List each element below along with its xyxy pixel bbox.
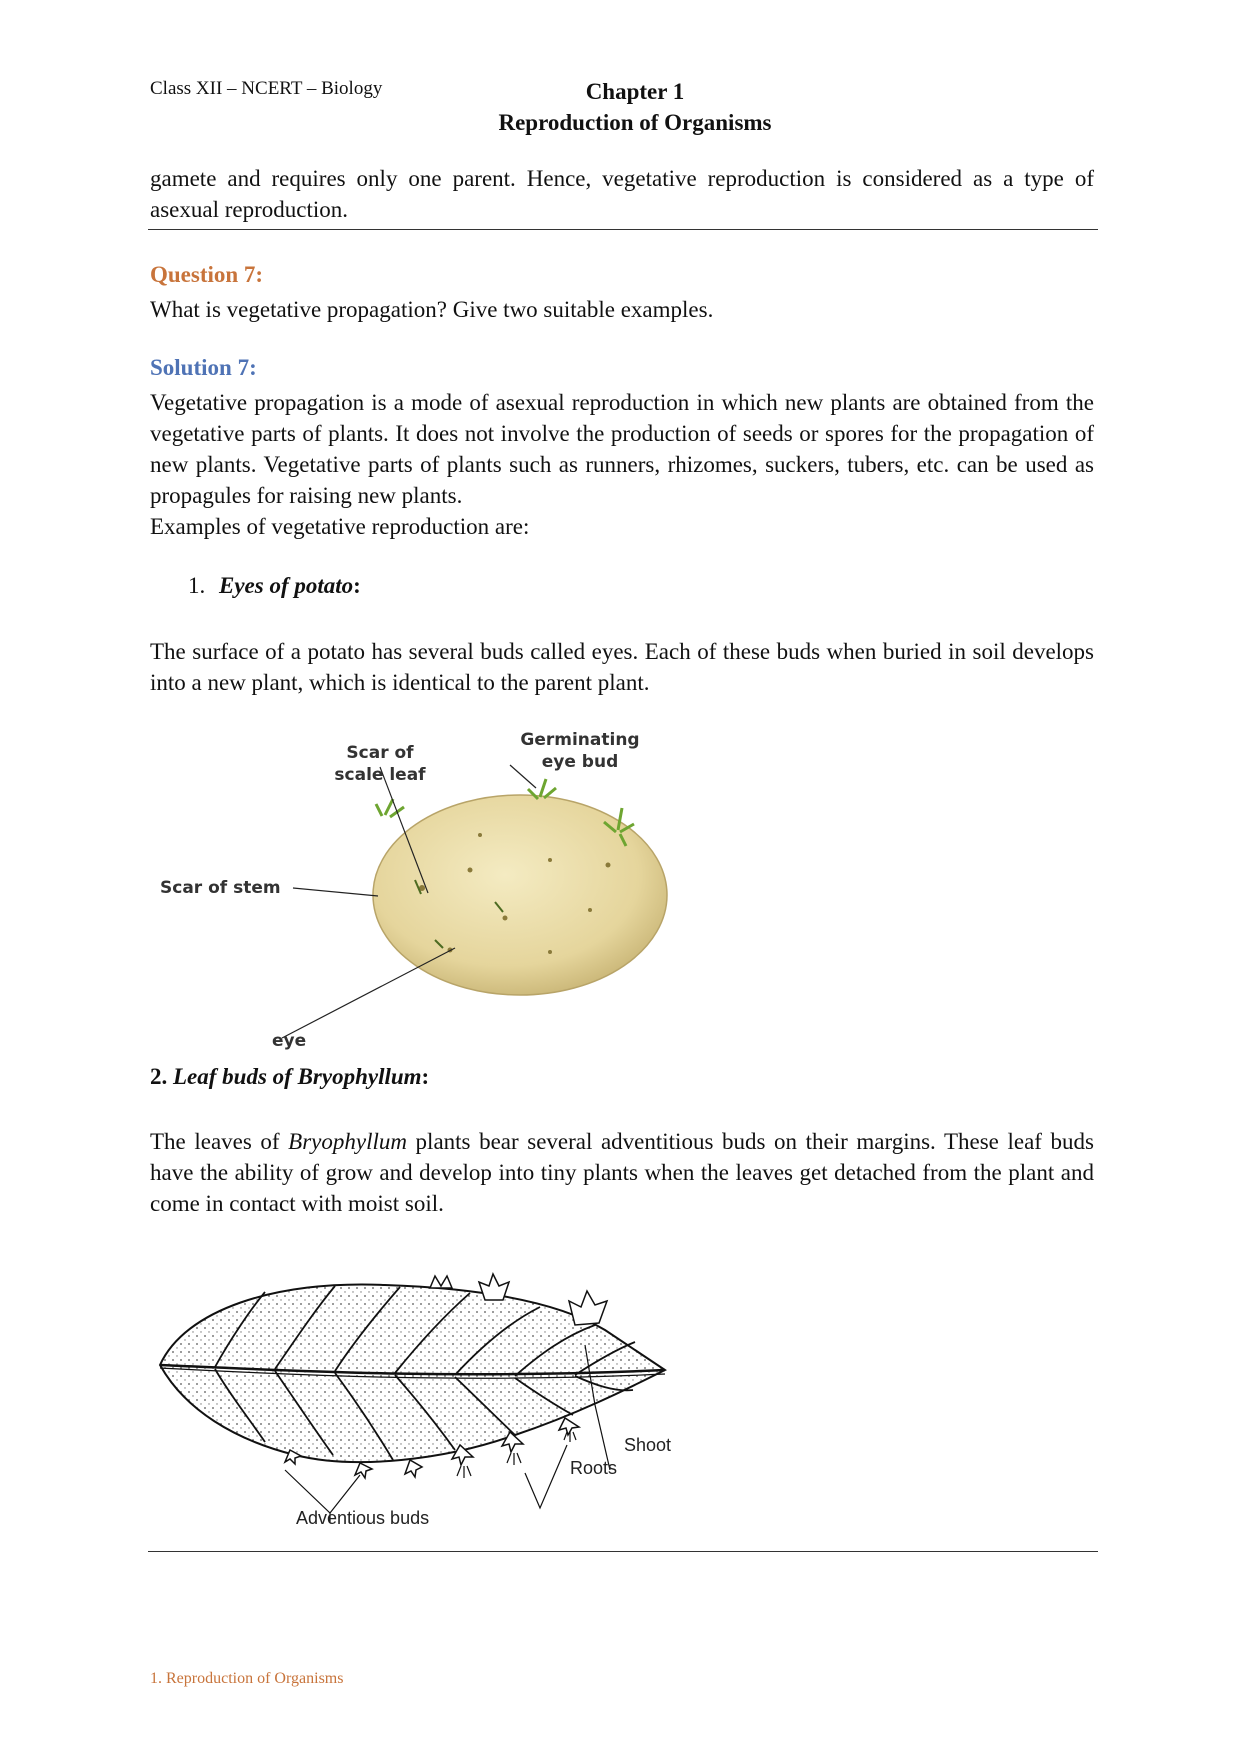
label-scar-scale-leaf-line1: Scar of	[346, 743, 414, 763]
solution-text: Vegetative propagation is a mode of asexual reproduction in which new plants are obtained from the vegetative parts of plants. It does not involve the production of seeds or spores for the propagation of new plants. Vegetative parts of plants such as runners, rhizomes, suckers, tubers, etc. can be used as propagules for raising new plants.	[150, 390, 1094, 508]
label-germinating-eye-bud	[515, 729, 645, 773]
header-chapter-block	[380, 76, 890, 138]
footer-chapter: 1. Reproduction of Organisms	[150, 1670, 344, 1687]
example-2-text-before: The leaves of	[150, 1129, 289, 1154]
label-shoot: Shoot	[624, 1435, 672, 1455]
example-2-text-after: plants bear several adventitious buds on their margins. These leaf buds have the ability of grow and develop into tiny plants when the leaves get detached from the plant and come in contact with moist soil.	[150, 1129, 1094, 1216]
potato-tuber	[373, 795, 667, 995]
example-2-text	[150, 1126, 1094, 1219]
label-scar-scale-leaf	[330, 742, 430, 786]
example-2-title: Leaf buds of Bryophyllum	[173, 1064, 422, 1089]
example-1-number: 1.	[188, 573, 206, 598]
label-germinating-line2: eye bud	[541, 752, 619, 772]
example-2-heading	[150, 1064, 429, 1090]
label-germinating-line1: Germinating	[520, 730, 640, 750]
example-2-colon: :	[421, 1064, 430, 1089]
example-2-text-italic: Bryophyllum	[288, 1129, 407, 1154]
divider-bottom	[148, 1551, 1098, 1552]
label-adventious-buds: Adventious buds	[296, 1508, 430, 1528]
example-1-title: Eyes of potato	[219, 573, 354, 598]
header-course: Class XII – NCERT – Biology	[150, 78, 383, 99]
divider-top	[148, 229, 1098, 230]
intro-paragraph: gamete and requires only one parent. Hence, vegetative reproduction is considered as a type of asexual reproduction.	[150, 166, 1094, 222]
question-label: Question 7:	[150, 262, 264, 287]
question-text: What is vegetative propagation? Give two suitable examples.	[150, 297, 714, 322]
solution-label: Solution 7:	[150, 355, 257, 380]
example-1-colon: :	[353, 573, 361, 598]
examples-intro: Examples of vegetative reproduction are:	[150, 514, 530, 539]
bryophyllum-leaf-diagram	[155, 1270, 695, 1540]
label-roots: Roots	[570, 1458, 618, 1478]
chapter-number: Chapter 1	[585, 79, 685, 104]
example-1-text: The surface of a potato has several buds called eyes. Each of these buds when buried in soil develops into a new plant, which is identical to the parent plant.	[150, 639, 1094, 695]
chapter-title: Reproduction of Organisms	[498, 110, 772, 135]
label-scar-of-stem: Scar of stem	[160, 878, 281, 898]
example-1-heading	[188, 573, 361, 599]
example-2-number: 2.	[150, 1064, 168, 1089]
label-eye: eye	[272, 1031, 307, 1051]
label-scar-scale-leaf-line2: scale leaf	[334, 765, 426, 785]
